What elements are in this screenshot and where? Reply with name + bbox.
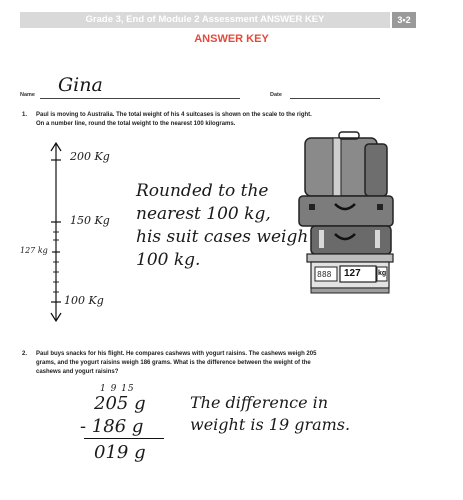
date-line (290, 98, 380, 99)
number-line (20, 140, 120, 340)
problem1-text-line2: On a number line, round the total weight to the nearest 100 kilograms. (36, 121, 236, 127)
subtraction-difference: 019 g (94, 442, 146, 463)
regroup-marks: 1 9 15 (100, 384, 135, 394)
problem2-answer-line1: The difference in (190, 393, 329, 412)
problem2-text-line1: Paul buys snacks for his flight. He compares cashews with yogurt raisins. The cashews weigh 205 (36, 351, 317, 357)
problem2-answer (190, 392, 350, 436)
number-line-top-label: 200 Kg (70, 150, 110, 163)
scale-reading: 127 (344, 268, 361, 279)
name-label: Name (20, 92, 35, 98)
module-badge: 3•2 (392, 12, 416, 28)
problem2-text (36, 350, 446, 377)
subtraction-minuend: 205 g (94, 393, 146, 414)
problem2-number: 2. (22, 351, 28, 357)
problem1-text (36, 111, 436, 129)
number-line-bottom-label: 100 Kg (64, 294, 104, 307)
header-title-bar (20, 12, 390, 28)
problem2-text-line2: grams, and the yogurt raisins weigh 186 grams. What is the difference between the weight of the (36, 360, 311, 366)
problem1-answer-line1: Rounded to the (136, 181, 269, 201)
problem1-answer-line2: nearest 100 kg, (136, 204, 271, 224)
subtraction-subtrahend: - 186 g (80, 416, 144, 437)
number-line-point-label: 127 kg (20, 246, 48, 255)
subtraction-rule (84, 438, 164, 439)
date-label: Date (270, 92, 282, 98)
name-line (40, 98, 240, 99)
answer-key-title: ANSWER KEY (194, 33, 269, 45)
header-title: Grade 3, End of Module 2 Assessment ANSWER KEY (85, 14, 325, 25)
problem1-text-line1: Paul is moving to Australia. The total weight of his 4 suitcases is shown on the scale to the right. (36, 112, 312, 118)
scale-display-digits: 888 (317, 270, 332, 279)
problem1-answer-line3: his suit cases weigh (136, 227, 309, 247)
problem2-text-line3: cashews and yogurt raisins? (36, 369, 119, 375)
problem1-answer (136, 180, 308, 272)
number-line-mid-label: 150 Kg (70, 214, 110, 227)
problem1-answer-line4: 100 kg. (136, 250, 201, 270)
student-name: Gina (58, 74, 103, 96)
scale-unit: kg (378, 270, 387, 277)
problem2-answer-line2: weight is 19 grams. (190, 415, 351, 434)
problem1-number: 1. (22, 112, 28, 118)
